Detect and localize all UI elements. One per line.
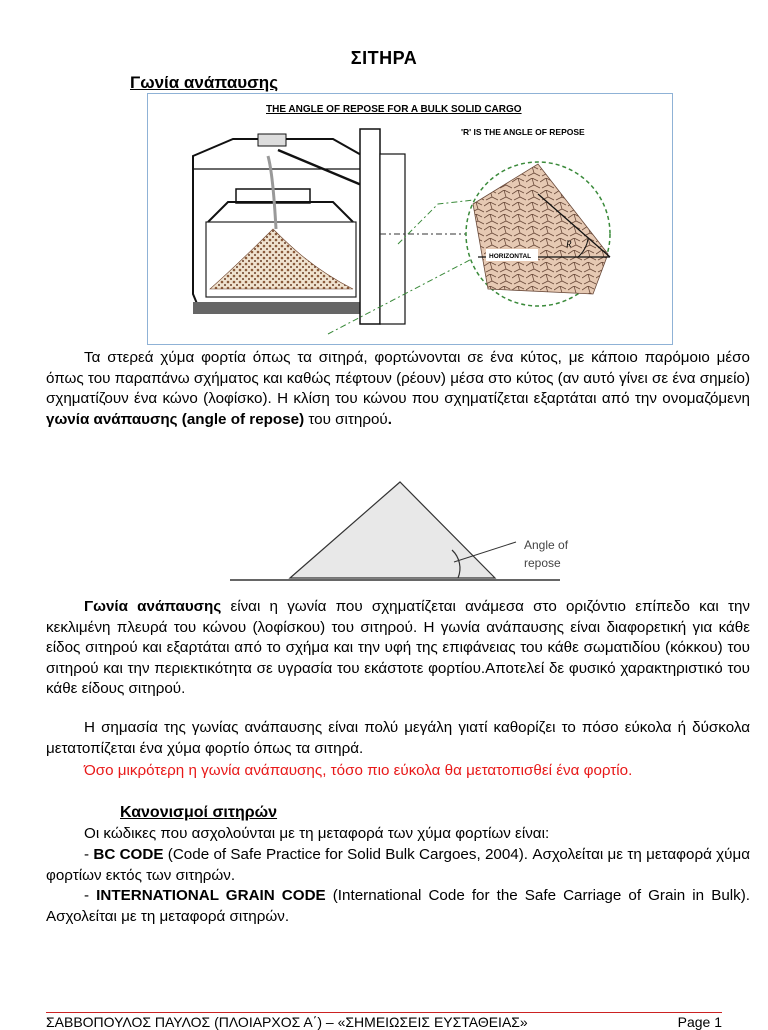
page-title: ΣΙΤΗΡΑ: [350, 48, 418, 68]
igc-dash: -: [84, 887, 97, 904]
figure-r-caption: 'R' IS THE ANGLE OF REPOSE: [461, 127, 585, 137]
section-heading-angle-of-repose: Γωνία ανάπαυσης: [130, 73, 279, 92]
angle-of-repose-term: γωνία ανάπαυσης (angle of repose): [46, 410, 305, 428]
bc-code-term: BC CODE: [93, 846, 164, 863]
intro-text-end: του σιτηρού: [304, 410, 388, 428]
page-number: Page 1: [677, 1014, 722, 1030]
footer-author: ΣΑΒΒΟΠΟΥΛΟΣ ΠΑΥΛΟΣ (ΠΛΟΙΑΡΧΟΣ Α΄) – «ΣΗΜΕΙΩΣΕΙΣ ΕΥΣΤΑΘΕΙΑΣ»: [46, 1014, 528, 1030]
bc-code-text: (Code of Safe Practice for Solid Bulk Cargoes, 2004). Ασχολείται με τη μεταφορά χύμα φορτίων εκτός των σιτηρών.: [46, 846, 750, 884]
bc-dash: -: [84, 846, 94, 863]
footer: [46, 1014, 722, 1030]
definition-text: είναι η γωνία που σχηματίζεται ανάμεσα στο οριζόντιο επίπεδο και την κεκλιμένη πλευρά του κώνου (λοφίσκου) του σιτηρού. Η γωνία ανάπαυσης είναι διαφορετική για κάθε είδος σιτηρού και εξαρτάται από το σχήμα και την υφή της επιφάνειας του κάθε σωματιδίου (κόκκου) του σιτηρού και την περιεκτικότητα σε υγρασία του εκάστοτε φορτίου.Αποτελεί δε φυσικό χαρακτηριστικό του κάθε είδους σιτηρού.: [46, 598, 750, 697]
warning-paragraph: Όσο μικρότερη η γωνία ανάπαυσης, τόσο πιο εύκολα θα μετατοπισθεί ένα φορτίο.: [84, 762, 633, 779]
intro-period: .: [387, 410, 392, 428]
angle-of-repose-cone-diagram: [230, 470, 569, 590]
intro-paragraph: [46, 348, 750, 430]
angle-label-line1: Angle of: [524, 538, 569, 552]
grain-code-term: INTERNATIONAL GRAIN CODE: [96, 887, 326, 904]
section-heading-grain-regulations: Κανονισμοί σιτηρών: [120, 804, 278, 821]
angle-label-line2: repose: [524, 556, 561, 570]
figure-caption: THE ANGLE OF REPOSE FOR A BULK SOLID CARGO: [266, 104, 522, 115]
intro-text: Τα στερεά χύμα φορτία όπως τα σιτηρά, φορτώνονται σε ένα κύτος, με κάποιο παρόμοιο μέσο όπως του παραπάνω σχήματος και καθώς πέφτουν (ρέουν) μέσα στο κύτος (αν αυτό γίνει σε ένα σημείο) σχηματίζουν ένα κώνο (λοφίσκο). Η κλίση του κώνου που σχηματίζεται εξαρτάται από την ονομαζόμενη: [46, 349, 750, 407]
r-label: R: [566, 239, 572, 249]
definition-term: Γωνία ανάπαυσης: [84, 598, 222, 615]
horizontal-label: HORIZONTAL: [489, 253, 532, 260]
angle-of-repose-ship-diagram: [147, 93, 673, 345]
ship-hold-illustration: [148, 94, 672, 344]
grain-code-paragraph: [46, 886, 750, 927]
definition-paragraph: [46, 597, 750, 700]
footer-divider: [46, 1012, 722, 1013]
grain-code-text: (International Code for the Safe Carriage of Grain in Bulk). Ασχολείται με τη μεταφορά σιτηρών.: [46, 887, 751, 925]
importance-paragraph: Η σημασία της γωνίας ανάπαυσης είναι πολύ μεγάλη γιατί καθορίζει το πόσο εύκολα ή δύσκολα μετατοπίζεται ένα χύμα φορτίο όπως τα σιτηρά.: [46, 719, 750, 757]
codes-intro-paragraph: Οι κώδικες που ασχολούνται με τη μεταφορά των χύμα φορτίων είναι:: [84, 825, 550, 842]
bc-code-paragraph: [46, 845, 750, 886]
